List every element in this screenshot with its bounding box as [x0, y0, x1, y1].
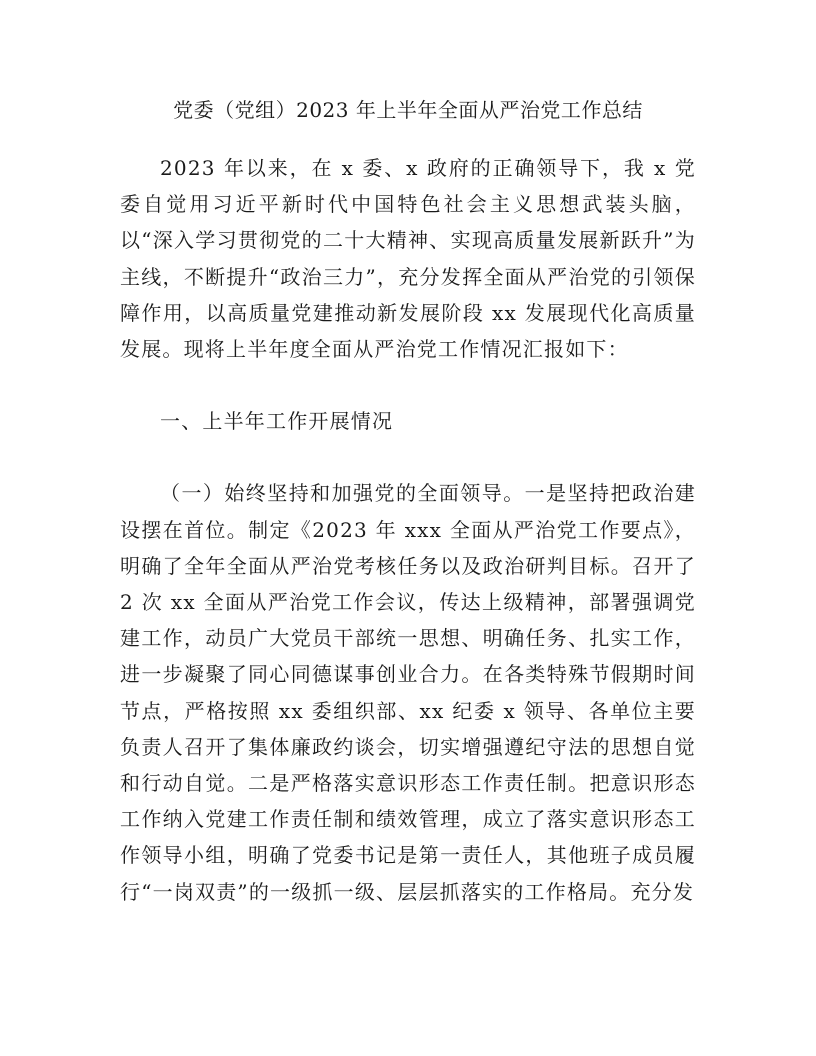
section-paragraph: （一）始终坚持和加强党的全面领导。一是坚持把政治建设摆在首位。制定《2023 年 xxx 全面从严治党工作要点》，明确了全年全面从严治党考核任务以及政治研判目标。召开了 2 次 xx 全面从严治党工作会议，传达上级精神，部署强调党建工作，动员广大党员干部统一思想、明确任务、扎实工作，进一步凝聚了同心同德谋事创业合力。在各类特殊节假期时间节点，严格按照 xx 委组织部、xx 纪委 x 领导、各单位主要负责人召开了集体廉政约谈会，切实增强遵纪守法的思想自觉和行动自觉。二是严格落实意识形态工作责任制。把意识形态工作纳入党建工作责任制和绩效管理，成立了落实意识形态工作领导小组，明确了党委书记是第一责任人，其他班子成员履行“一岗双责”的一级抓一级、层层抓落实的工作格局。充分发	[120, 481, 696, 904]
intro-paragraph: 2023 年以来，在 x 委、x 政府的正确领导下，我 x 党委自觉用习近平新时代中国特色社会主义思想武装头脑，以“深入学习贯彻党的二十大精神、实现高质量发展新跃升”为主线，不断提升“政治三力”，充分发挥全面从严治党的引领保障作用，以高质量党建推动新发展阶段 xx 发展现代化高质量发展。现将上半年度全面从严治党工作情况汇报如下：	[120, 156, 696, 362]
document-title: 党委（党组）2023 年上半年全面从严治党工作总结	[173, 98, 643, 122]
paragraph-spacer	[120, 367, 696, 403]
section-heading: 一、上半年工作开展情况	[160, 409, 394, 434]
paragraph-spacer	[120, 439, 696, 475]
document-body	[120, 150, 696, 910]
